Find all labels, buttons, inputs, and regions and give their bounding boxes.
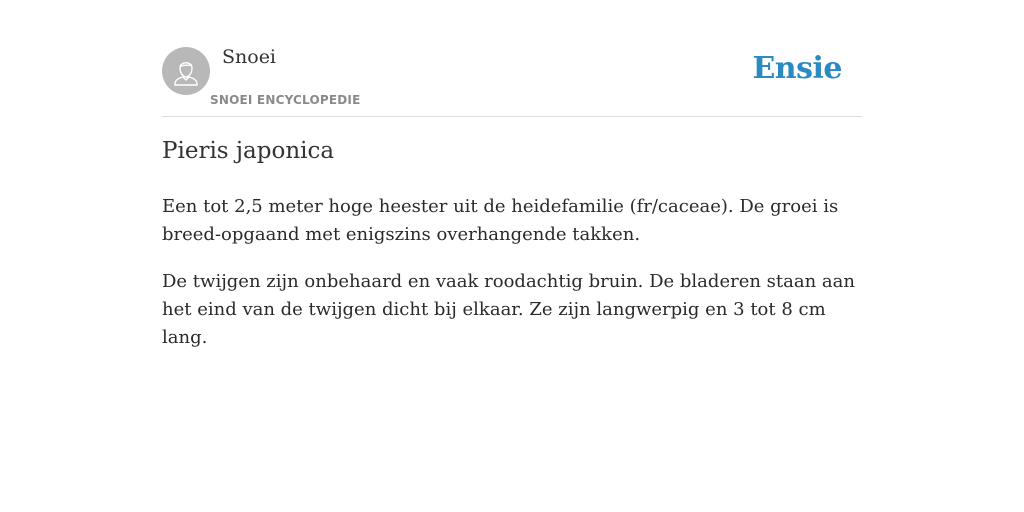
paragraph: De twijgen zijn onbehaard en vaak roodachtig bruin. De bladeren staan aan het eind van de twijgen dicht bij elkaar. Ze zijn langwerpig en 3 tot 8 cm lang. (162, 271, 855, 348)
user-icon (162, 47, 210, 95)
author-name[interactable]: Snoei (222, 46, 277, 68)
article-body (162, 193, 862, 371)
paragraph: Een tot 2,5 meter hoge heester uit de heidefamilie (fr/caceae). De groei is breed-opgaand met enigszins overhangende takken. (162, 196, 839, 245)
source-label[interactable]: SNOEI ENCYCLOPEDIE (210, 93, 361, 107)
article-header (162, 40, 862, 117)
avatar[interactable] (162, 47, 210, 95)
article-title: Pieris japonica (162, 138, 335, 164)
brand-logo[interactable]: Ensie (752, 51, 842, 86)
